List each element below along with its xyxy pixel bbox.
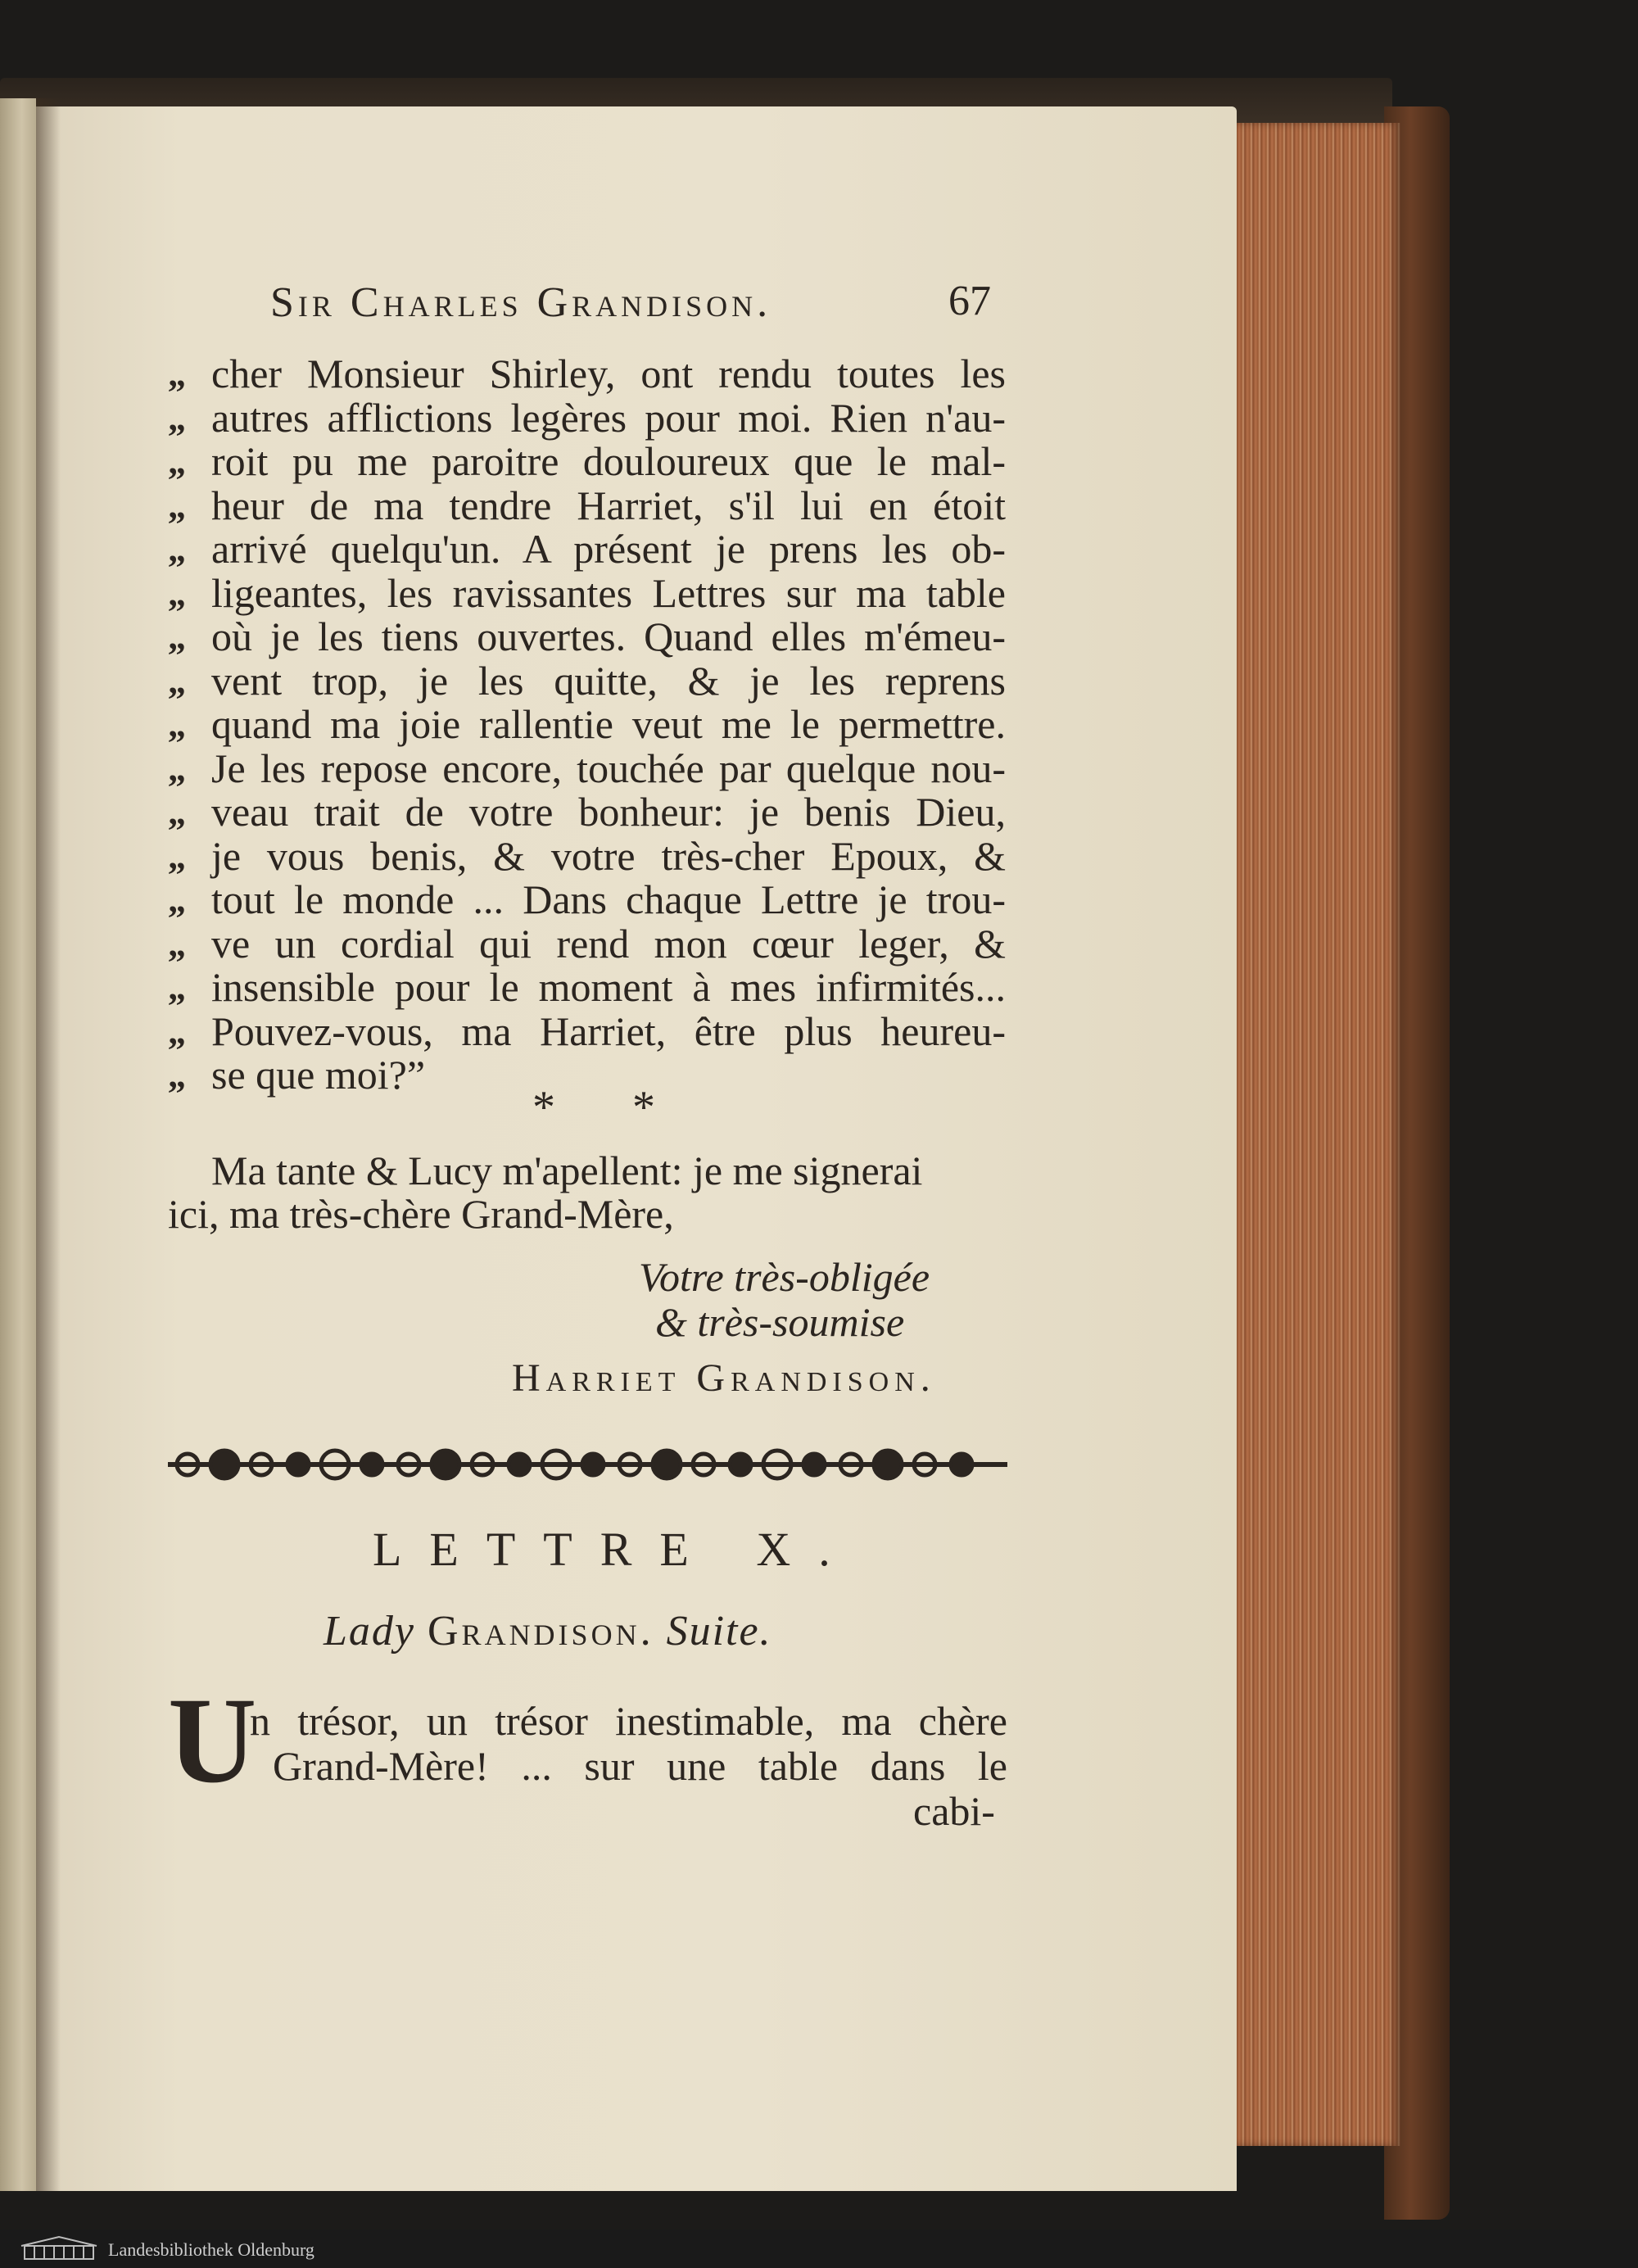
quoted-line: insensible pour le moment à mes infirmités... [211,964,1006,1010]
quote-mark: „ [168,485,186,526]
quote-mark: „ [168,617,186,657]
ornament-motif [653,1451,681,1478]
quote-mark: „ [168,441,186,482]
quoted-line: tout le monde ... Dans chaque Lettre je trou- [211,876,1006,922]
quote-mark: „ [168,835,186,876]
quote-mark: „ [168,660,186,701]
quote-mark: „ [168,529,186,569]
quote-mark: „ [168,354,186,394]
left-page-edge [0,98,36,2191]
opening-line-2: Grand-Mère! ... sur une table dans le [273,1743,1007,1789]
drop-cap: U [168,1673,257,1809]
quoted-line: ligeantes, les ravissantes Lettres sur ma table [211,569,1006,616]
quote-mark: „ [168,792,186,832]
quoted-line: heur de ma tendre Harriet, s'il lui en étoit [211,482,1006,528]
closing-line-1: Ma tante & Lucy m'apellent: je me signerai [211,1148,923,1193]
signature-name: Harriet Grandison. [512,1356,936,1400]
quote-mark: „ [168,748,186,789]
quotation-marks-column [168,352,209,1098]
page-fore-edge [1212,123,1400,2146]
ornament-motif [509,1454,530,1475]
quote-mark: „ [168,923,186,964]
quote-mark: „ [168,880,186,920]
quote-mark: „ [168,704,186,745]
quoted-line: Je les repose encore, touchée par quelque nou- [211,745,1006,791]
page-number: 67 [948,278,991,324]
quoted-line: je vous benis, & votre très-cher Epoux, & [211,832,1006,879]
quoted-line: cher Monsieur Shirley, ont rendu toutes les [211,351,1006,396]
letter-subheading [324,1607,772,1655]
quoted-line: arrivé quelqu'un. A présent je prens les ob- [211,526,1006,572]
library-building-icon [18,2234,100,2262]
footer-bar [0,2230,1638,2268]
ornament-motif [432,1451,459,1478]
signature-line-2: & très-soumise [655,1299,905,1345]
ornament-motif [287,1454,309,1475]
subheading-lady: Lady [324,1608,415,1655]
quoted-line: quand ma joie rallentie veut me le permettre. [211,701,1006,747]
quoted-line: veau trait de votre bonheur: je benis Dieu, [211,789,1006,835]
closing-line-2: ici, ma très-chère Grand-Mère, [168,1191,674,1237]
opening-line-1: n trésor, un trésor inestimable, ma chère [250,1698,1007,1744]
quote-mark: „ [168,1055,186,1095]
ornament-motif [582,1454,604,1475]
section-separator: * * [532,1082,688,1133]
quote-mark: „ [168,397,186,438]
quoted-line: se que moi?” [211,1052,426,1098]
ornamental-rule [168,1440,1007,1489]
library-name: Landesbibliothek Oldenburg [108,2239,314,2260]
quoted-line: vent trop, je les quitte, & je les reprens [211,657,1006,704]
quoted-line: roit pu me paroitre douloureux que le mal- [211,438,1006,484]
ornament-motif [361,1454,382,1475]
ornament-motif [730,1454,751,1475]
quoted-line: où je les tiens ouvertes. Quand elles m'émeu- [211,613,1006,659]
subheading-suite: Suite. [666,1608,772,1655]
opening-line-3: cabi- [913,1788,995,1834]
quote-mark: „ [168,967,186,1007]
ornament-motif [210,1451,238,1478]
quoted-line: Pouvez-vous, ma Harriet, être plus heureu- [211,1007,1006,1054]
signature-line-1: Votre très-obligée [639,1254,930,1300]
quoted-line: autres afflictions legères pour moi. Rien n'au- [211,394,1006,441]
quoted-line: ve un cordial qui rend mon cœur leger, & [211,920,1006,967]
quote-mark: „ [168,573,186,613]
running-head-title: Sir Charles Grandison. [270,279,772,326]
ornament-motif [951,1454,972,1475]
spine-shadow [36,98,61,2191]
ornament-motif [874,1451,902,1478]
quote-mark: „ [168,1011,186,1052]
ornament-motif [803,1454,825,1475]
subheading-name: Grandison. [428,1608,654,1655]
letter-heading: LETTRE X. [373,1523,858,1576]
